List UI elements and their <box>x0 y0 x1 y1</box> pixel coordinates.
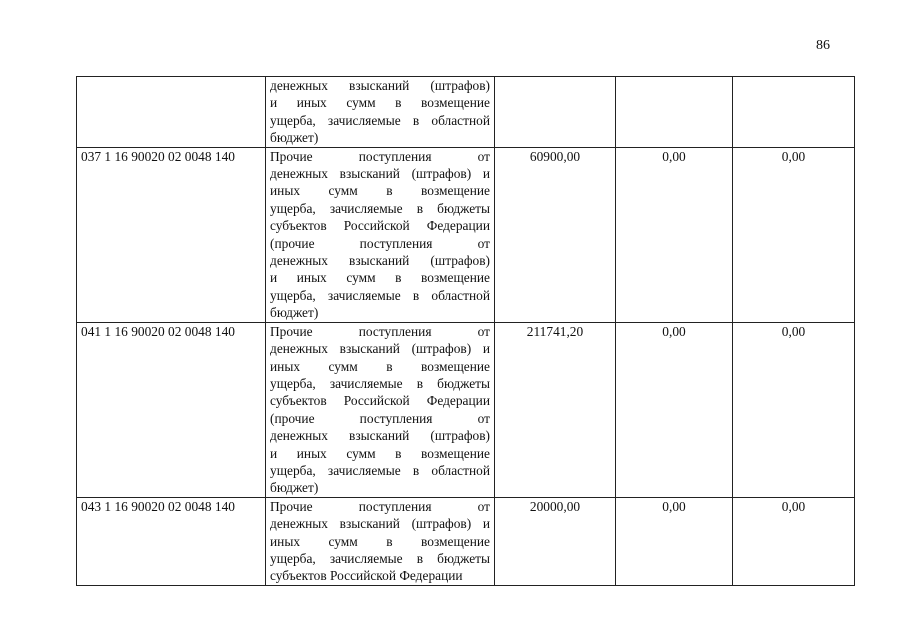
description-cell <box>266 77 495 148</box>
description-line: денежных взысканий (штрафов) и <box>270 166 490 182</box>
description-line: бюджет) <box>270 130 319 146</box>
amount-cell-1 <box>495 77 616 148</box>
amount-cell-3: 0,00 <box>733 147 855 322</box>
description-line: (прочие поступления от <box>270 410 490 426</box>
description-line: денежных взысканий (штрафов) <box>270 78 490 93</box>
description-line: ущерба, зачисляемые в областной <box>270 462 490 478</box>
description-line: ущерба, зачисляемые в бюджеты <box>270 550 490 566</box>
description-line: иных сумм в возмещение <box>270 183 490 199</box>
amount-cell-2: 0,00 <box>616 147 733 322</box>
description-line: субъектов Российской Федерации <box>270 568 463 584</box>
description-line: денежных взысканий (штрафов) <box>270 428 490 444</box>
amount-cell-3 <box>733 77 855 148</box>
budget-table <box>76 76 855 586</box>
description-line: Прочие поступления от <box>270 148 490 164</box>
description-line: Прочие поступления от <box>270 498 490 514</box>
table-row <box>77 497 855 585</box>
description-line: ущерба, зачисляемые в бюджеты <box>270 375 490 391</box>
amount-cell-2: 0,00 <box>616 322 733 497</box>
description-line: и иных сумм в возмещение <box>270 445 490 461</box>
description-cell <box>266 147 495 322</box>
amount-cell-1: 20000,00 <box>495 497 616 585</box>
description-line: ущерба, зачисляемые в бюджеты <box>270 200 490 216</box>
description-line: бюджет) <box>270 305 319 321</box>
description-line: денежных взысканий (штрафов) и <box>270 341 490 357</box>
amount-cell-1: 60900,00 <box>495 147 616 322</box>
description-line: субъектов Российской Федерации <box>270 218 490 234</box>
description-line: ущерба, зачисляемые в областной <box>270 112 490 128</box>
table-row <box>77 322 855 497</box>
description-line: иных сумм в возмещение <box>270 533 490 549</box>
description-line: субъектов Российской Федерации <box>270 393 490 409</box>
description-line: (прочие поступления от <box>270 235 490 251</box>
budget-code-cell: 041 1 16 90020 02 0048 140 <box>77 322 266 497</box>
amount-cell-2 <box>616 77 733 148</box>
budget-code-cell: 043 1 16 90020 02 0048 140 <box>77 497 266 585</box>
description-line: и иных сумм в возмещение <box>270 95 490 111</box>
table-body <box>77 77 855 586</box>
description-line: денежных взысканий (штрафов) и <box>270 516 490 532</box>
amount-cell-2: 0,00 <box>616 497 733 585</box>
table-row <box>77 77 855 148</box>
description-line: бюджет) <box>270 480 319 496</box>
amount-cell-3: 0,00 <box>733 497 855 585</box>
description-line: и иных сумм в возмещение <box>270 270 490 286</box>
description-cell <box>266 497 495 585</box>
budget-code-cell: 037 1 16 90020 02 0048 140 <box>77 147 266 322</box>
budget-code-cell <box>77 77 266 148</box>
table-row <box>77 147 855 322</box>
description-line: денежных взысканий (штрафов) <box>270 253 490 269</box>
description-cell <box>266 322 495 497</box>
description-line: иных сумм в возмещение <box>270 358 490 374</box>
description-line: ущерба, зачисляемые в областной <box>270 287 490 303</box>
page-number: 86 <box>816 38 830 53</box>
description-line: Прочие поступления от <box>270 323 490 339</box>
amount-cell-1: 211741,20 <box>495 322 616 497</box>
amount-cell-3: 0,00 <box>733 322 855 497</box>
